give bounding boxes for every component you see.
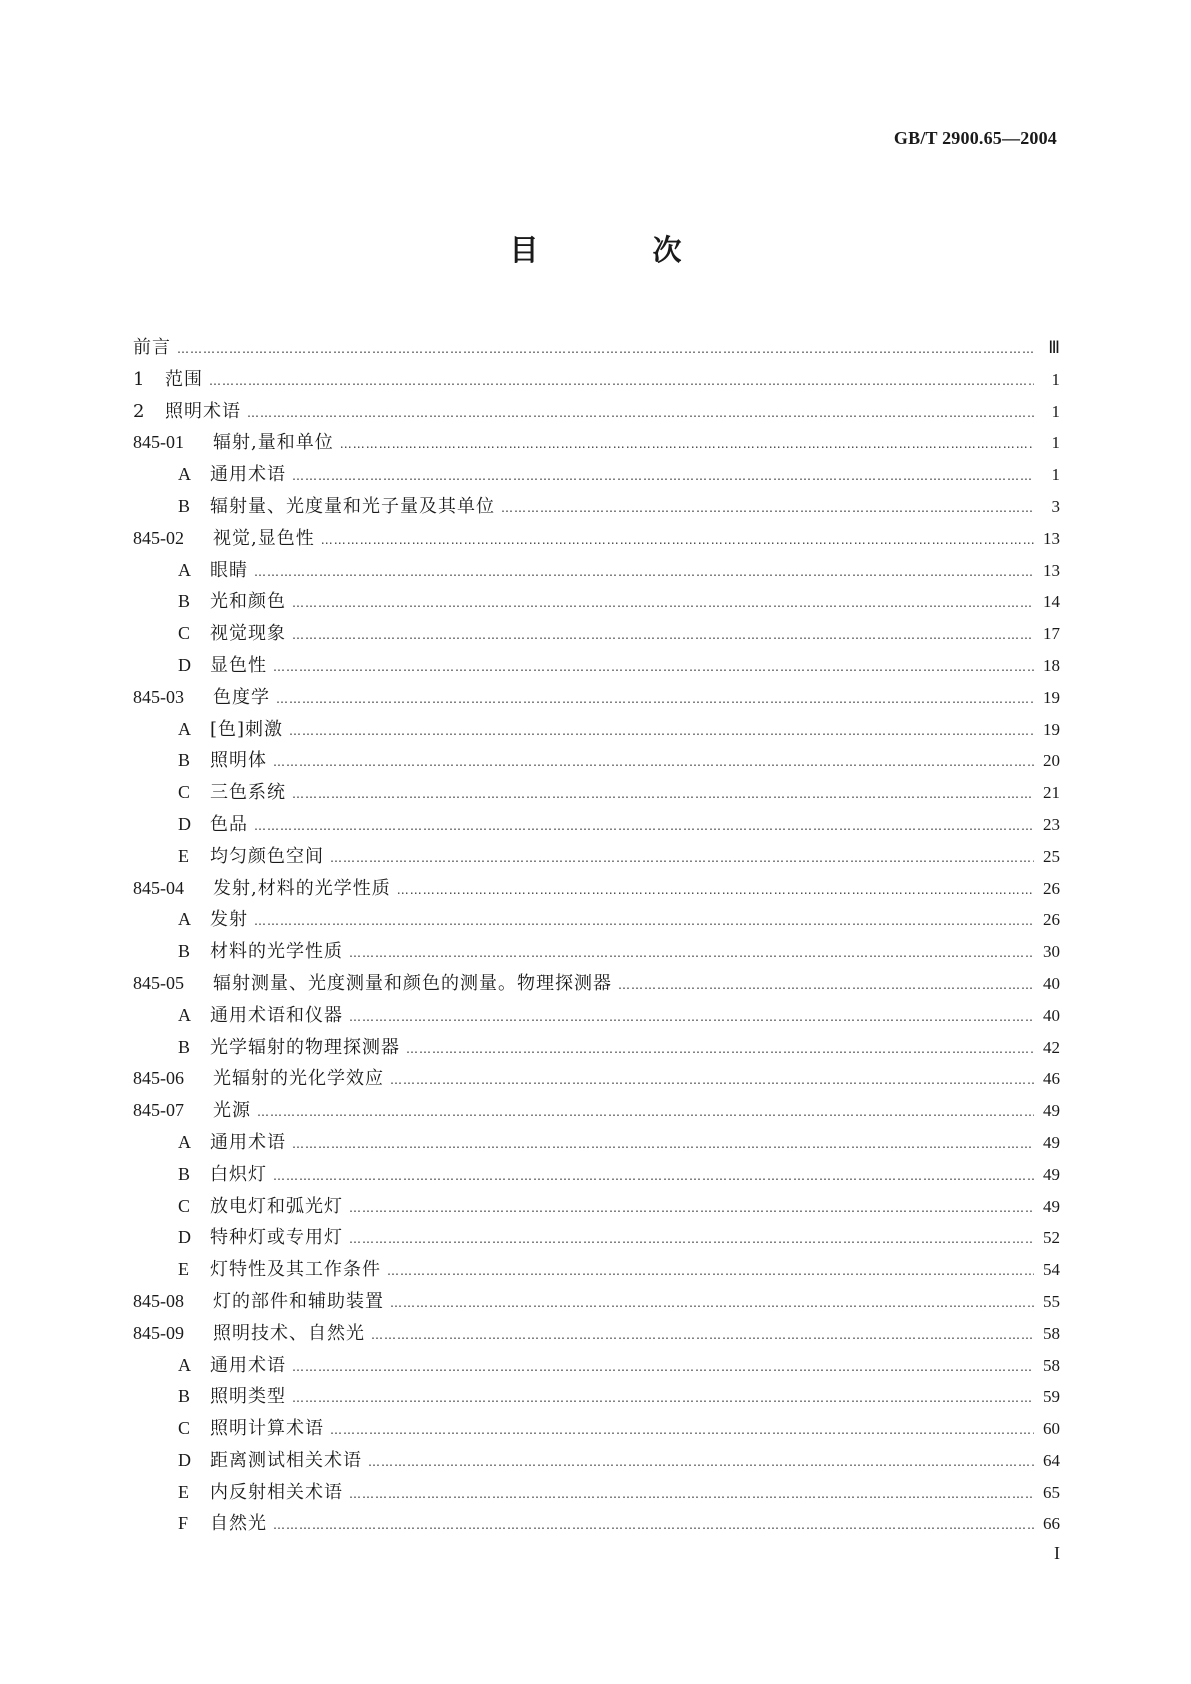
dot-leader [292, 787, 1034, 801]
dot-leader [387, 1264, 1034, 1278]
toc-entry-number: D [178, 1449, 191, 1470]
dot-leader [247, 406, 1034, 420]
toc-entry[interactable] [133, 1351, 1060, 1383]
toc-entry-page: 13 [1043, 528, 1060, 548]
toc-entry-number: C [178, 1418, 191, 1439]
toc-entry-number: E [178, 1481, 189, 1502]
toc-entry-page: 42 [1043, 1037, 1060, 1057]
dot-leader [292, 628, 1034, 642]
toc-entry-label: 三色系统 [210, 782, 286, 804]
toc-entry-page: 1 [1051, 433, 1060, 453]
dot-leader [618, 978, 1034, 992]
toc-entry-label: 发射 [210, 909, 248, 931]
page-title: 目 次 [509, 233, 734, 267]
toc-entry-label: 距离测试相关术语 [210, 1449, 362, 1471]
toc-entry-label: 灯特性及其工作条件 [210, 1259, 381, 1281]
toc-entry-page: 66 [1043, 1514, 1060, 1534]
toc-entry-number: D [178, 813, 191, 834]
toc-entry[interactable] [133, 1128, 1060, 1160]
toc-entry-number: C [178, 782, 191, 803]
toc-entry-page: 17 [1043, 624, 1060, 644]
toc-entry[interactable] [133, 587, 1060, 619]
toc-entry-label: 色品 [210, 813, 248, 835]
toc-entry-page: 14 [1043, 592, 1060, 612]
toc-entry-label: 色度学 [213, 686, 270, 708]
dot-leader [390, 1296, 1034, 1310]
toc-entry-label: 照明计算术语 [210, 1418, 324, 1440]
toc-entry-label: 均匀颜色空间 [210, 845, 324, 867]
toc-entry-number: A [178, 1354, 191, 1375]
document-code: GB/T 2900.65—2004 [893, 128, 1057, 148]
toc-entry-page: 18 [1043, 655, 1060, 675]
dot-leader [397, 883, 1034, 897]
toc-entry-page: 1 [1051, 465, 1060, 485]
toc-entry-number: A [178, 464, 191, 485]
toc-entry-page: 46 [1043, 1069, 1060, 1089]
dot-leader [273, 1169, 1034, 1183]
toc-entry-number: B [178, 1163, 191, 1184]
dot-leader [368, 1455, 1034, 1469]
toc-entry-number: B [178, 941, 191, 962]
dot-leader [321, 533, 1034, 547]
toc-entry-page: 54 [1043, 1260, 1060, 1280]
toc-entry-label: [色]刺激 [210, 718, 284, 740]
toc-entry-label: 照明体 [210, 750, 267, 772]
toc-entry-number: B [178, 591, 191, 612]
dot-leader [254, 565, 1034, 579]
toc-entry-label: 光和颜色 [210, 591, 286, 613]
toc-entry[interactable] [133, 1509, 1060, 1541]
toc-entry-label: 辐射量、光度量和光子量及其单位 [210, 495, 495, 517]
dot-leader [406, 1042, 1034, 1056]
toc-entry-label: 照明类型 [210, 1386, 286, 1408]
toc-entry-label: 灯的部件和辅助装置 [213, 1290, 384, 1312]
toc-entry-label: 光源 [213, 1100, 251, 1122]
toc-entry-number: 845-06 [133, 1068, 184, 1089]
toc-entry-number: A [178, 718, 191, 739]
dot-leader [209, 374, 1034, 388]
toc-entry-page: 60 [1043, 1419, 1060, 1439]
toc-entry-number: 845-04 [133, 877, 184, 898]
toc-entry-number: 845-09 [133, 1322, 184, 1343]
toc-entry[interactable] [133, 1382, 1060, 1414]
toc-entry-page: 3 [1051, 496, 1060, 516]
toc-entry-page: 40 [1043, 1005, 1060, 1025]
toc-entry-number: 845-08 [133, 1290, 184, 1311]
toc-entry[interactable] [133, 810, 1060, 842]
toc-entry-page: 55 [1043, 1291, 1060, 1311]
dot-leader [371, 1328, 1034, 1342]
toc-entry-label: 白炽灯 [210, 1163, 267, 1185]
dot-leader [349, 1232, 1034, 1246]
toc-entry-label: 视觉,显色性 [213, 527, 315, 549]
toc-entry[interactable] [133, 778, 1060, 810]
toc-entry-label: 范围 [165, 368, 203, 390]
table-of-contents [133, 333, 1060, 1541]
toc-entry-label: 材料的光学性质 [210, 941, 343, 963]
toc-entry-page: 49 [1043, 1132, 1060, 1152]
toc-entry[interactable] [133, 715, 1060, 747]
toc-entry-number: B [178, 750, 191, 771]
toc-entry[interactable] [133, 1033, 1060, 1065]
footer-page-number: I [1054, 1543, 1060, 1563]
toc-entry-page: 26 [1043, 878, 1060, 898]
dot-leader [349, 1487, 1034, 1501]
dot-leader [254, 914, 1034, 928]
toc-entry-number: 845-02 [133, 527, 184, 548]
toc-entry-label: 通用术语 [210, 464, 286, 486]
toc-entry-page: 1 [1051, 369, 1060, 389]
toc-entry-number: 845-03 [133, 686, 184, 707]
toc-entry-page: 58 [1043, 1323, 1060, 1343]
toc-entry-page: 19 [1043, 687, 1060, 707]
toc-entry-label: 特种灯或专用灯 [210, 1227, 343, 1249]
toc-entry[interactable] [133, 460, 1060, 492]
toc-entry-page: 64 [1043, 1450, 1060, 1470]
dot-leader [501, 501, 1034, 515]
toc-entry-label: 内反射相关术语 [210, 1481, 343, 1503]
toc-entry[interactable] [133, 333, 1060, 365]
toc-entry-number: B [178, 495, 191, 516]
toc-entry-number: 845-05 [133, 972, 184, 993]
toc-entry-page: Ⅲ [1048, 338, 1060, 357]
toc-entry[interactable] [133, 842, 1060, 874]
toc-entry-number: A [178, 559, 191, 580]
toc-entry-page: 13 [1043, 560, 1060, 580]
toc-entry-number: 845-01 [133, 432, 184, 453]
toc-entry-page: 49 [1043, 1101, 1060, 1121]
toc-entry-number: D [178, 654, 191, 675]
toc-entry-number: D [178, 1227, 191, 1248]
toc-entry[interactable] [133, 1319, 1060, 1351]
toc-entry[interactable] [133, 746, 1060, 778]
toc-entry[interactable] [133, 1064, 1060, 1096]
toc-entry-number: C [178, 1195, 191, 1216]
toc-entry-number: A [178, 1004, 191, 1025]
toc-entry[interactable] [133, 937, 1060, 969]
toc-entry[interactable] [133, 683, 1060, 715]
toc-entry[interactable] [133, 1001, 1060, 1033]
toc-entry[interactable] [133, 1255, 1060, 1287]
toc-entry[interactable] [133, 1192, 1060, 1224]
toc-entry[interactable] [133, 1446, 1060, 1478]
toc-entry[interactable] [133, 1160, 1060, 1192]
toc-entry[interactable] [133, 428, 1060, 460]
dot-leader [330, 1423, 1034, 1437]
toc-entry-label: 照明术语 [165, 400, 241, 422]
toc-entry-page: 30 [1043, 942, 1060, 962]
toc-entry-label: 光学辐射的物理探测器 [210, 1036, 400, 1058]
dot-leader [273, 755, 1034, 769]
toc-entry-label: 辐射,量和单位 [213, 432, 334, 454]
dot-leader [349, 1201, 1034, 1215]
toc-entry[interactable] [133, 1096, 1060, 1128]
dot-leader [276, 692, 1034, 706]
dot-leader [177, 342, 1034, 356]
toc-entry[interactable] [133, 1478, 1060, 1510]
toc-entry-page: 59 [1043, 1387, 1060, 1407]
toc-entry[interactable] [133, 397, 1060, 429]
toc-entry[interactable] [133, 969, 1060, 1001]
dot-leader [292, 1137, 1034, 1151]
toc-entry-page: 19 [1043, 719, 1060, 739]
toc-entry[interactable] [133, 524, 1060, 556]
toc-entry-page: 21 [1043, 783, 1060, 803]
toc-entry-label: 显色性 [210, 654, 267, 676]
dot-leader [257, 1105, 1034, 1119]
toc-entry[interactable] [133, 1223, 1060, 1255]
dot-leader [289, 724, 1034, 738]
toc-entry-number: B [178, 1036, 191, 1057]
dot-leader [349, 1010, 1034, 1024]
toc-entry-page: 40 [1043, 973, 1060, 993]
dot-leader [273, 660, 1034, 674]
dot-leader [292, 596, 1034, 610]
toc-entry-page: 26 [1043, 910, 1060, 930]
toc-entry-label: 辐射测量、光度测量和颜色的测量。物理探测器 [213, 972, 612, 994]
toc-entry-label: 通用术语 [210, 1354, 286, 1376]
dot-leader [254, 819, 1034, 833]
toc-entry[interactable] [133, 365, 1060, 397]
toc-entry-number: F [178, 1513, 189, 1534]
dot-leader [292, 1360, 1034, 1374]
toc-entry-label: 照明技术、自然光 [213, 1322, 365, 1344]
toc-entry-number: 845-07 [133, 1100, 184, 1121]
toc-entry-number: E [178, 845, 189, 866]
toc-entry-page: 52 [1043, 1228, 1060, 1248]
toc-entry-label: 视觉现象 [210, 623, 286, 645]
toc-entry[interactable] [133, 1287, 1060, 1319]
toc-entry-page: 49 [1043, 1164, 1060, 1184]
dot-leader [330, 851, 1034, 865]
toc-entry[interactable] [133, 619, 1060, 651]
toc-entry-label: 眼睛 [210, 559, 248, 581]
toc-entry-page: 25 [1043, 846, 1060, 866]
toc-entry-page: 23 [1043, 814, 1060, 834]
dot-leader [273, 1518, 1034, 1532]
toc-entry-label: 前言 [133, 337, 171, 358]
toc-entry-number: 2 [133, 400, 145, 422]
toc-entry-label: 光辐射的光化学效应 [213, 1068, 384, 1090]
toc-entry[interactable] [133, 874, 1060, 906]
toc-entry-number: 1 [133, 368, 145, 390]
toc-entry-number: C [178, 623, 191, 644]
toc-entry[interactable] [133, 556, 1060, 588]
toc-entry-page: 20 [1043, 751, 1060, 771]
toc-entry-page: 1 [1051, 401, 1060, 421]
dot-leader [390, 1073, 1034, 1087]
toc-entry[interactable] [133, 905, 1060, 937]
dot-leader [292, 469, 1034, 483]
dot-leader [292, 1391, 1034, 1405]
toc-entry[interactable] [133, 1414, 1060, 1446]
toc-entry-page: 49 [1043, 1196, 1060, 1216]
toc-entry-label: 通用术语 [210, 1131, 286, 1153]
toc-entry-number: A [178, 1131, 191, 1152]
toc-entry[interactable] [133, 651, 1060, 683]
dot-leader [349, 946, 1034, 960]
toc-entry-label: 通用术语和仪器 [210, 1004, 343, 1026]
toc-entry-page: 58 [1043, 1355, 1060, 1375]
toc-entry-label: 自然光 [210, 1513, 267, 1535]
toc-entry-label: 放电灯和弧光灯 [210, 1195, 343, 1217]
dot-leader [340, 437, 1034, 451]
toc-entry-label: 发射,材料的光学性质 [213, 877, 391, 899]
toc-entry-number: A [178, 909, 191, 930]
toc-entry[interactable] [133, 492, 1060, 524]
toc-entry-page: 65 [1043, 1482, 1060, 1502]
toc-entry-number: B [178, 1386, 191, 1407]
toc-entry-number: E [178, 1259, 189, 1280]
